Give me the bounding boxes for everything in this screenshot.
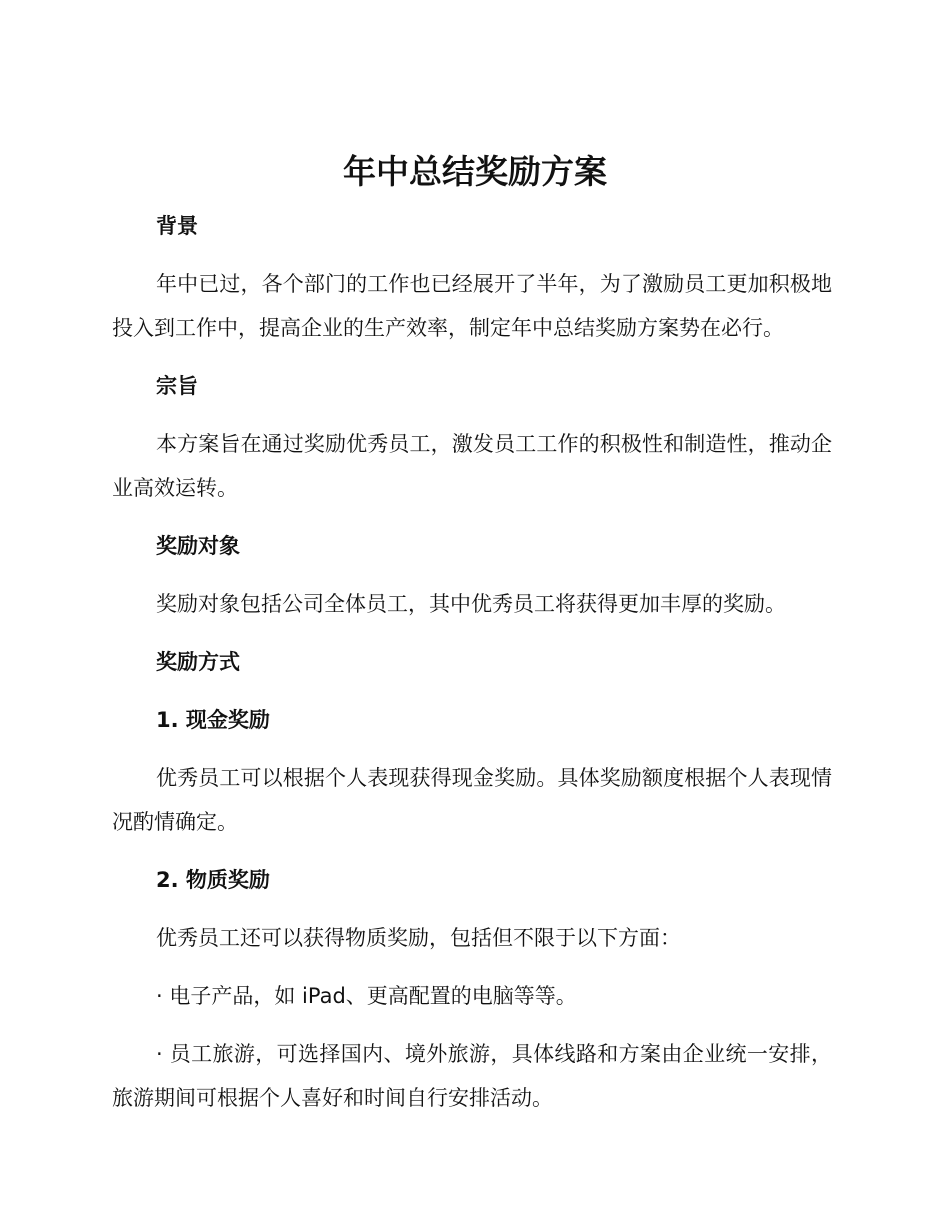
- section-text-background: 年中已过，各个部门的工作也已经展开了半年，为了激励员工更加积极地投入到工作中，提高企业的生产效率，制定年中总结奖励方案势在必行。: [112, 272, 832, 340]
- subheading-cash-reward: 1. 现金奖励: [156, 708, 270, 732]
- bullet-travel: · 员工旅游，可选择国内、境外旅游，具体线路和方案由企业统一安排，旅游期间可根据个人喜好和时间自行安排活动。: [112, 1042, 832, 1110]
- text-material-reward: 优秀员工还可以获得物质奖励，包括但不限于以下方面：: [156, 926, 681, 950]
- bullet-electronics: · 电子产品，如 iPad、更高配置的电脑等等。: [156, 984, 577, 1008]
- section-heading-purpose: 宗旨: [156, 374, 198, 398]
- section-heading-target: 奖励对象: [156, 534, 240, 558]
- section-heading-methods: 奖励方式: [156, 650, 240, 674]
- section-text-target: 奖励对象包括公司全体员工，其中优秀员工将获得更加丰厚的奖励。: [156, 592, 786, 616]
- section-text-purpose: 本方案旨在通过奖励优秀员工，激发员工工作的积极性和制造性，推动企业高效运转。: [112, 432, 832, 500]
- text-cash-reward: 优秀员工可以根据个人表现获得现金奖励。具体奖励额度根据个人表现情况酌情确定。: [112, 766, 832, 834]
- document-body: [112, 204, 832, 1120]
- section-heading-background: 背景: [156, 214, 198, 238]
- document-title: 年中总结奖励方案: [343, 152, 607, 191]
- subheading-material-reward: 2. 物质奖励: [156, 868, 270, 892]
